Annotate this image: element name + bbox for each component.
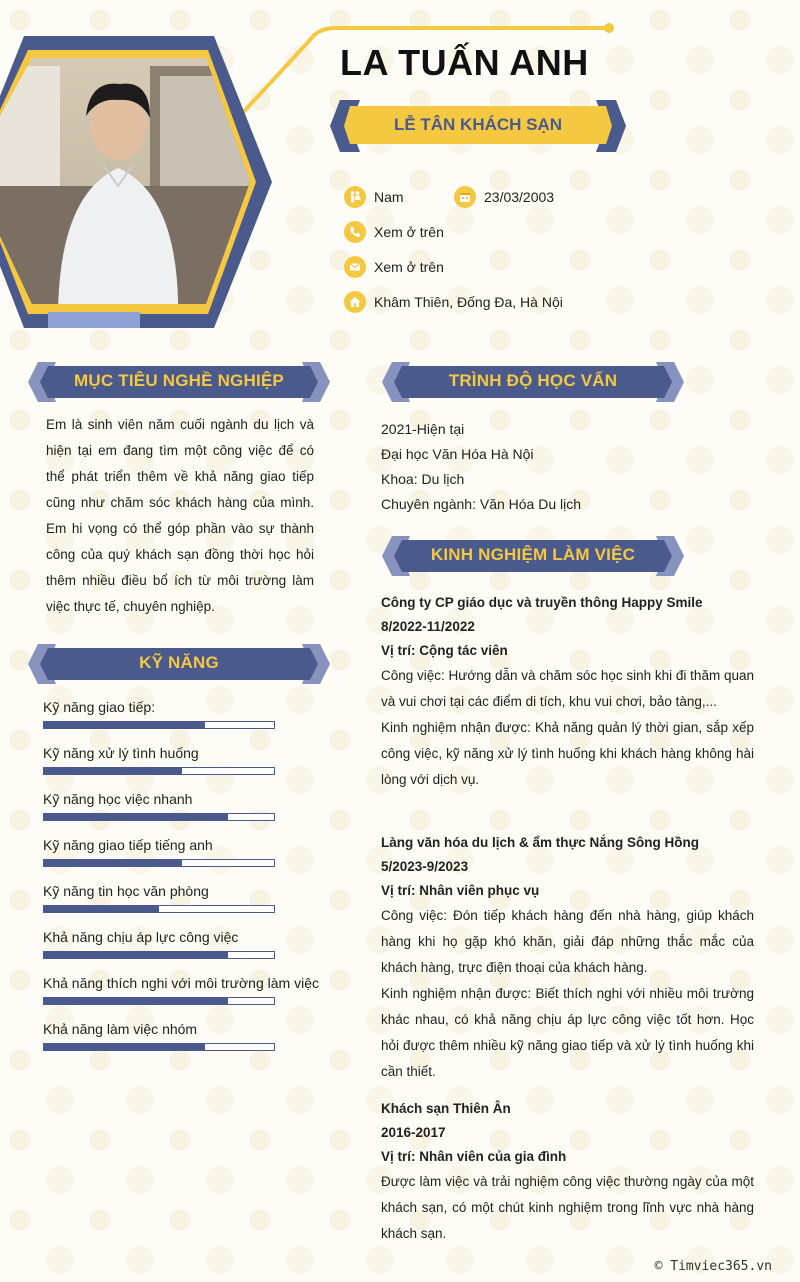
footer-watermark: © Timviec365.vn xyxy=(654,1259,772,1274)
education-banner xyxy=(380,360,686,404)
experience-company: Làng văn hóa du lịch & ẩm thực Nắng Sông Hồng xyxy=(381,835,700,850)
experience-detail: Công việc: Đón tiếp khách hàng đến nhà hàng, giúp khách hàng khi họ gặp khó khăn, giải đáp những thắc mắc của khách hàng, trực điện thoại của khách hàng. xyxy=(381,908,754,975)
profile-photo xyxy=(0,36,272,328)
candidate-name: LA TUẤN ANH xyxy=(340,42,589,83)
objective-banner xyxy=(26,360,332,404)
skill-item xyxy=(43,789,283,821)
address-row xyxy=(344,291,563,313)
job-title: LỄ TÂN KHÁCH SẠN xyxy=(393,115,563,134)
home-icon xyxy=(344,291,366,313)
skill-item xyxy=(43,973,343,1005)
experience-item xyxy=(381,831,754,1085)
skill-item xyxy=(43,881,283,913)
skill-label: Kỹ năng giao tiếp tiếng anh xyxy=(43,837,213,853)
experience-period: 5/2023-9/2023 xyxy=(381,859,469,874)
skill-bar xyxy=(43,767,275,775)
skill-item xyxy=(43,697,283,729)
calendar-icon xyxy=(454,186,476,208)
experience-position: Vị trí: Nhân viên phục vụ xyxy=(381,883,540,898)
skill-bar-fill xyxy=(44,722,205,728)
experience-position: Vị trí: Nhân viên của gia đình xyxy=(381,1149,567,1164)
skill-item xyxy=(43,835,283,867)
skill-label: Kỹ năng giao tiếp: xyxy=(43,699,156,715)
experience-detail: Kinh nghiệm nhận được: Khả năng quản lý thời gian, sắp xếp công việc, kỹ năng xử lý tình huống khi khách hàng không hài lòng với dịch vụ. xyxy=(381,720,754,787)
skill-label: Kỹ năng xử lý tình huống xyxy=(43,745,199,761)
skill-bar-fill xyxy=(44,998,228,1004)
skill-item xyxy=(43,743,283,775)
objective-title: MỤC TIÊU NGHỀ NGHIỆP xyxy=(74,371,284,390)
skill-bar-fill xyxy=(44,906,159,912)
skill-label: Kỹ năng học việc nhanh xyxy=(43,791,193,807)
experience-detail: Kinh nghiệm nhận được: Biết thích nghi với nhiều môi trường khác nhau, có khả năng chịu áp lực công việc tốt hơn. Học hỏi được thêm nhiều kỹ năng giao tiếp và xử lý tình huống khi cần thiết. xyxy=(381,986,754,1079)
education-major: Chuyên ngành: Văn Hóa Du lịch xyxy=(381,496,582,512)
skill-label: Kỹ năng tin học văn phòng xyxy=(43,883,209,899)
envelope-icon xyxy=(344,256,366,278)
skill-bar-fill xyxy=(44,1044,205,1050)
experience-period: 8/2022-11/2022 xyxy=(381,619,475,634)
skill-bar xyxy=(43,1043,275,1051)
birthday-row xyxy=(454,186,554,208)
skill-bar xyxy=(43,951,275,959)
gender-value: Nam xyxy=(374,189,404,205)
skill-bar xyxy=(43,905,275,913)
birthday-value: 23/03/2003 xyxy=(484,189,555,205)
skill-bar xyxy=(43,813,275,821)
email-value: Xem ở trên xyxy=(374,259,444,275)
gender-row xyxy=(344,186,404,208)
experience-company: Khách sạn Thiên Ân xyxy=(381,1101,511,1116)
experience-detail: Được làm việc và trải nghiệm công việc thường ngày của một khách sạn, có một chút kinh nghiệm trong lĩnh vực nhà hàng khách sạn. xyxy=(381,1174,754,1241)
skill-item xyxy=(43,1019,283,1051)
experience-title: KINH NGHIỆM LÀM VIỆC xyxy=(430,545,636,564)
skill-bar xyxy=(43,859,275,867)
experience-company: Công ty CP giáo dục và truyền thông Happy Smile xyxy=(381,595,703,610)
skill-bar-fill xyxy=(44,952,228,958)
skill-label: Khả năng thích nghi với môi trường làm việc xyxy=(43,975,319,991)
skill-bar-fill xyxy=(44,768,182,774)
education-title: TRÌNH ĐỘ HỌC VẤN xyxy=(448,371,618,390)
skill-label: Khả năng chịu áp lực công việc xyxy=(43,929,239,945)
skill-bar xyxy=(43,721,275,729)
experience-period: 2016-2017 xyxy=(381,1125,446,1140)
job-title-banner xyxy=(328,98,628,154)
address-value: Khâm Thiên, Đống Đa, Hà Nội xyxy=(374,294,563,310)
experience-item xyxy=(381,1097,754,1247)
objective-text: Em là sinh viên năm cuối ngành du lịch và hiện tại em đang tìm một công việc để có thể phát triển thêm về khả năng giao tiếp cũng như chăm sóc khách hàng của mình. Em hi vọng có thể góp phần vào sự thành công của quý khách sạn đồng thời học hỏi thêm nhiều điều bổ ích từ môi trường làm việc thực tế, chuyên nghiệp. xyxy=(46,417,314,614)
education-period: 2021-Hiện tại xyxy=(381,421,465,437)
skill-bar-fill xyxy=(44,860,182,866)
skill-bar-fill xyxy=(44,814,228,820)
email-row xyxy=(344,256,444,278)
phone-value: Xem ở trên xyxy=(374,224,444,240)
gender-icon xyxy=(344,186,366,208)
education-details xyxy=(381,417,581,517)
phone-row xyxy=(344,221,444,243)
education-faculty: Khoa: Du lịch xyxy=(381,471,465,487)
experience-item xyxy=(381,591,754,793)
skill-bar xyxy=(43,997,275,1005)
skills-title: KỸ NĂNG xyxy=(139,653,219,672)
skills-banner xyxy=(26,642,332,686)
experience-position: Vị trí: Cộng tác viên xyxy=(381,643,508,658)
education-school: Đại học Văn Hóa Hà Nội xyxy=(381,446,534,462)
experience-detail: Công việc: Hướng dẫn và chăm sóc học sinh khi đi thăm quan và vui chơi tại các điểm di tích, khu vui chơi, bảo tàng,... xyxy=(381,668,754,709)
experience-banner xyxy=(380,534,686,578)
skill-item xyxy=(43,927,283,959)
skill-label: Khả năng làm việc nhóm xyxy=(43,1021,198,1037)
phone-icon xyxy=(344,221,366,243)
